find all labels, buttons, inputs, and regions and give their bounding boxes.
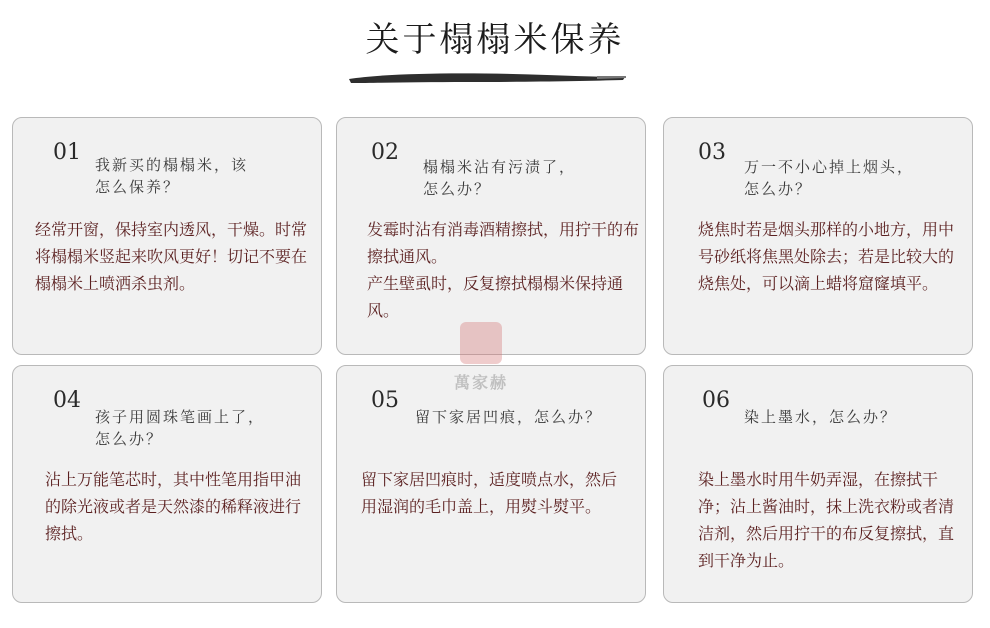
tip-answer bbox=[35, 216, 307, 297]
tip-answer-paragraph: 经常开窗，保持室内透风，干燥。时常将榻榻米竖起来吹风更好！切记不要在榻榻米上喷洒杀虫剂。 bbox=[35, 220, 308, 293]
tip-question: 留下家居凹痕，怎么办？ bbox=[415, 408, 603, 426]
tip-answer bbox=[367, 216, 639, 324]
tip-number: 05 bbox=[371, 388, 399, 413]
tip-answer bbox=[698, 216, 960, 297]
tip-number: 03 bbox=[698, 140, 726, 165]
tip-answer-paragraph: 留下家居凹痕时，适度喷点水，然后用湿润的毛巾盖上，用熨斗熨平。 bbox=[361, 470, 618, 516]
tip-number: 01 bbox=[53, 140, 81, 165]
tip-card-04 bbox=[12, 365, 322, 603]
tip-answer-paragraph: 沾上万能笔芯时，其中性笔用指甲油的除光液或者是天然漆的稀释液进行擦拭。 bbox=[45, 470, 302, 543]
tip-answer-paragraph: 烧焦时若是烟头那样的小地方，用中号砂纸将焦黑处除去；若是比较大的烧焦处，可以滴上蜡将窟窿填平。 bbox=[698, 220, 955, 293]
tip-question: 万一不小心掉上烟头， 怎么办？ bbox=[744, 158, 915, 198]
tip-number: 04 bbox=[53, 388, 81, 413]
tip-question: 榻榻米沾有污渍了， 怎么办？ bbox=[423, 158, 577, 198]
tip-answer bbox=[698, 466, 960, 574]
tip-answer-paragraph: 染上墨水时用牛奶弄湿，在擦拭干净；沾上酱油时，抹上洗衣粉或者清洁剂，然后用拧干的布反复擦拭，直到干净为止。 bbox=[698, 470, 955, 570]
tip-card-03 bbox=[663, 117, 973, 355]
tip-answer bbox=[361, 466, 629, 520]
tip-question: 孩子用圆珠笔画上了， 怎么办？ bbox=[95, 408, 266, 448]
watermark-text: 萬家赫 bbox=[453, 373, 508, 392]
tip-number: 02 bbox=[371, 140, 399, 165]
tip-answer-paragraph: 发霉时沾有消毒酒精擦拭，用拧干的布擦拭通风。 bbox=[367, 220, 640, 266]
brush-stroke-divider bbox=[347, 70, 627, 86]
tip-answer-paragraph: 产生壁虱时，反复擦拭榻榻米保持通风。 bbox=[367, 274, 624, 320]
tip-question: 染上墨水，怎么办？ bbox=[744, 408, 898, 426]
page-title: 关于榻榻米保养 bbox=[365, 20, 625, 60]
tip-card-06 bbox=[663, 365, 973, 603]
tip-number: 06 bbox=[702, 388, 730, 413]
tip-answer bbox=[45, 466, 309, 547]
tip-card-01 bbox=[12, 117, 322, 355]
tip-card-05 bbox=[336, 365, 646, 603]
tip-question: 我新买的榻榻米，该 怎么保养？ bbox=[95, 156, 249, 196]
tip-card-02 bbox=[336, 117, 646, 355]
